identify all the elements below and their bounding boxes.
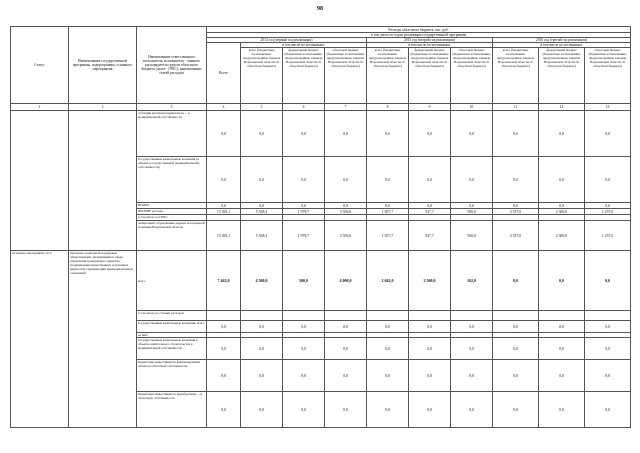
value-cell: 0,0 [283, 157, 325, 203]
header-year-2015: 2015 год (второй год реализации) [367, 38, 493, 43]
header-incl-sources-2015: в том числе по источникам: [367, 43, 493, 48]
value-cell: 1 978,7 [283, 209, 325, 215]
value-cell: 0,0 [409, 392, 451, 428]
value-cell: 0,0 [493, 321, 539, 333]
column-number: 1 [11, 104, 69, 111]
value-cell: 0,0 [409, 111, 451, 157]
value-cell: 0,0 [493, 203, 539, 209]
value-cell: 0,0 [451, 360, 493, 392]
value-cell: 5 538,3 [241, 221, 283, 251]
column-number: 11 [493, 104, 539, 111]
row-label: Бюджетные инвестиции на приобретение ... в областную собственность [137, 392, 207, 428]
header-year-2016: 2016 год (третий год реализации) [493, 38, 631, 43]
value-cell: 0,0 [367, 157, 409, 203]
header-src-federal: федеральный бюджет (бюджетные ассигнования, предусмотренные законом Воронежской области об областном бюджете) [539, 48, 585, 104]
value-cell: 0,0 [367, 338, 409, 360]
value-cell: 0,0 [585, 251, 631, 311]
value-cell: 0,0 [493, 338, 539, 360]
header-status: Статус [11, 27, 69, 104]
value-cell: 1 057,7 [367, 221, 409, 251]
row-label: из них: [137, 333, 207, 338]
value-cell: 0,0 [325, 111, 367, 157]
value-cell: 4 500,0 [241, 251, 283, 311]
value-cell: 0,0 [325, 360, 367, 392]
value-cell: 0,0 [207, 321, 241, 333]
value-cell: 0,0 [241, 157, 283, 203]
column-number: 7 [325, 104, 367, 111]
value-cell: 0,0 [367, 321, 409, 333]
value-cell: 0,0 [409, 321, 451, 333]
value-cell: 0,0 [585, 111, 631, 157]
header-src-regional: областной бюджет (бюджетные ассигнования, предусмотренные законом Воронежской области об областном бюджете) [585, 48, 631, 104]
table-row [11, 251, 631, 311]
value-cell: 0,0 [409, 360, 451, 392]
value-cell: 0,0 [283, 203, 325, 209]
column-number: 5 [241, 104, 283, 111]
header-budget-group: Расходы областного бюджета, тыс. руб. [207, 27, 631, 33]
value-cell [283, 311, 325, 321]
header-total: Всего [207, 43, 241, 104]
value-cell: 0,0 [325, 338, 367, 360]
value-cell: 3 559,6 [325, 221, 367, 251]
event-status: Основное мероприятие 10.3 [11, 251, 69, 428]
header-budget-sub: в том числе по годам реализации государственной программы [207, 33, 631, 38]
value-cell: 0,0 [539, 392, 585, 428]
value-cell: 0,0 [367, 111, 409, 157]
value-cell: 0,0 [207, 203, 241, 209]
row-label: Государственные капитальные вложения, всего [137, 321, 207, 333]
value-cell: 2 300,0 [539, 209, 585, 215]
value-cell: 0,0 [241, 338, 283, 360]
value-cell: 0,0 [409, 157, 451, 203]
value-cell: 500,0 [283, 251, 325, 311]
value-cell [367, 311, 409, 321]
value-cell: 0,0 [539, 157, 585, 203]
row-label: в том числе по ГРБС: [137, 215, 207, 221]
header-year-2014: 2014 год (первый год реализации) [207, 38, 367, 43]
value-cell: 0,0 [283, 321, 325, 333]
value-cell: 0,0 [451, 157, 493, 203]
value-cell: 2 500,0 [409, 251, 451, 311]
header-incl-sources-2014: в том числе по источникам: [241, 43, 367, 48]
table-row [11, 111, 631, 157]
value-cell: 15 393,1 [207, 221, 241, 251]
value-cell: 0,0 [585, 321, 631, 333]
value-cell: 537,7 [409, 221, 451, 251]
value-cell: 500,0 [451, 209, 493, 215]
column-number: 6 [283, 104, 325, 111]
row-label: НИОКР [137, 203, 207, 209]
value-cell: 0,0 [325, 157, 367, 203]
value-cell: 162,0 [451, 251, 493, 311]
value-cell: 0,0 [451, 203, 493, 209]
value-cell: 0,0 [493, 157, 539, 203]
value-cell: 0,0 [539, 321, 585, 333]
value-cell: 0,0 [241, 360, 283, 392]
value-cell: 0,0 [539, 111, 585, 157]
value-cell: 0,0 [241, 392, 283, 428]
value-cell [409, 311, 451, 321]
value-cell: 0,0 [207, 392, 241, 428]
header-src-interbudget: всего (бюджетные ассигнования, предусмотренные законом Воронежской области об областном бюджете) [367, 48, 409, 104]
value-cell: 537,7 [409, 209, 451, 215]
value-cell: 500,0 [451, 221, 493, 251]
column-number: 13 [585, 104, 631, 111]
value-cell: 0,0 [451, 392, 493, 428]
value-cell: 1 978,7 [283, 221, 325, 251]
value-cell: 0,0 [283, 392, 325, 428]
value-cell: 0,0 [493, 360, 539, 392]
header-src-federal: федеральный бюджет (бюджетные ассигнования, предусмотренные законом Воронежской области об областном бюджете) [409, 48, 451, 104]
row-label: ПРОЧИЕ расходы [137, 209, 207, 215]
value-cell: 2 300,0 [539, 221, 585, 251]
column-number: 3 [137, 104, 207, 111]
value-cell: 7 462,0 [207, 251, 241, 311]
value-cell: 0,0 [539, 203, 585, 209]
column-number: 8 [367, 104, 409, 111]
value-cell: 3 557,0 [493, 209, 539, 215]
value-cell: 5 538,3 [241, 209, 283, 215]
value-cell: 0,0 [493, 392, 539, 428]
value-cell: 0,0 [409, 203, 451, 209]
value-cell: 0,0 [241, 111, 283, 157]
header-executor: Наименование ответственного исполнителя, исполнителя - главного распорядителя средств областного бюджета (далее - ГРБС), наименование статей расходов [137, 27, 207, 104]
value-cell: 3 559,6 [325, 209, 367, 215]
value-cell [585, 311, 631, 321]
value-cell: 0,0 [539, 251, 585, 311]
value-cell: 0,0 [451, 338, 493, 360]
value-cell: 0,0 [585, 392, 631, 428]
value-cell [451, 311, 493, 321]
value-cell: 0,0 [585, 203, 631, 209]
value-cell: 0,0 [539, 360, 585, 392]
value-cell: 0,0 [409, 338, 451, 360]
column-number: 10 [451, 104, 493, 111]
value-cell: 0,0 [451, 321, 493, 333]
row-label: Бюджетные инвестиции на финансирование объектов областной собственности [137, 360, 207, 392]
value-cell: 0,0 [207, 157, 241, 203]
header-src-regional: областной бюджет (бюджетные ассигнования, предусмотренные законом Воронежской области об областном бюджете) [451, 48, 493, 104]
value-cell: 0,0 [325, 392, 367, 428]
value-cell [325, 311, 367, 321]
budget-table [10, 26, 631, 428]
value-cell: 2 662,0 [367, 251, 409, 311]
row-label: департамент образования, науки и молодежной политики Воронежской области [137, 221, 207, 251]
value-cell: 0,0 [493, 251, 539, 311]
value-cell: 0,0 [283, 338, 325, 360]
header-src-federal: федеральный бюджет (бюджетные ассигнования, предусмотренные законом Воронежской области об областном бюджете) [283, 48, 325, 104]
header-incl-sources-2016: в том числе по источникам: [493, 43, 631, 48]
value-cell: 0,0 [241, 321, 283, 333]
row-label: субсидии местным бюджетам на ... в муниципальной собственности [137, 111, 207, 157]
value-cell: 0,0 [207, 360, 241, 392]
column-number: 4 [207, 104, 241, 111]
value-cell: 0,0 [325, 203, 367, 209]
value-cell: 0,0 [367, 392, 409, 428]
event-name: Оказание социальной поддержки общественным организациям в сфере управления гражданского единства, традиционных нравственных и духовных ценностей, гармонизации межнациональных отношений [69, 251, 137, 428]
value-cell [241, 311, 283, 321]
page-number: 98 [317, 6, 323, 12]
header-program-name: Наименование государственной программы, подпрограммы, основного мероприятия [69, 27, 137, 104]
row-label: всего [137, 251, 207, 311]
value-cell: 0,0 [585, 157, 631, 203]
value-cell: 0,0 [367, 203, 409, 209]
row-label: Государственные капитальные вложения в объекты капитального строительства в муниципальной собственности [137, 338, 207, 360]
column-number-row [11, 104, 631, 111]
value-cell: 4 000,0 [325, 251, 367, 311]
value-cell [539, 311, 585, 321]
status-cell [11, 111, 69, 251]
value-cell: 0,0 [207, 111, 241, 157]
value-cell: 3 557,0 [493, 221, 539, 251]
value-cell [493, 311, 539, 321]
header-src-interbudget: всего (бюджетные ассигнования, предусмотренные законом Воронежской области об областном бюджете) [241, 48, 283, 104]
value-cell: 0,0 [585, 360, 631, 392]
column-number: 9 [409, 104, 451, 111]
value-cell: 1 257,0 [585, 209, 631, 215]
header-src-regional: областной бюджет (бюджетные ассигнования, предусмотренные законом Воронежской области об областном бюджете) [325, 48, 367, 104]
value-cell [207, 311, 241, 321]
value-cell: 0,0 [493, 111, 539, 157]
value-cell: 0,0 [451, 111, 493, 157]
value-cell: 0,0 [241, 203, 283, 209]
value-cell: 1 057,7 [367, 209, 409, 215]
value-cell: 0,0 [325, 321, 367, 333]
row-label: в том числе по статьям расходов: [137, 311, 207, 321]
program-name-cell [69, 111, 137, 251]
value-cell: 1 257,0 [585, 221, 631, 251]
column-number: 12 [539, 104, 585, 111]
value-cell: 0,0 [539, 338, 585, 360]
value-cell: 0,0 [207, 338, 241, 360]
value-cell: 15 393,1 [207, 209, 241, 215]
value-cell: 0,0 [585, 338, 631, 360]
value-cell: 0,0 [283, 111, 325, 157]
row-label: Государственные капитальные вложения (в объекты государственной (муниципальной) собственности) [137, 157, 207, 203]
value-cell: 0,0 [367, 360, 409, 392]
value-cell: 0,0 [283, 360, 325, 392]
column-number: 2 [69, 104, 137, 111]
header-src-interbudget: всего (бюджетные ассигнования, предусмотренные законом Воронежской области об областном бюджете) [493, 48, 539, 104]
